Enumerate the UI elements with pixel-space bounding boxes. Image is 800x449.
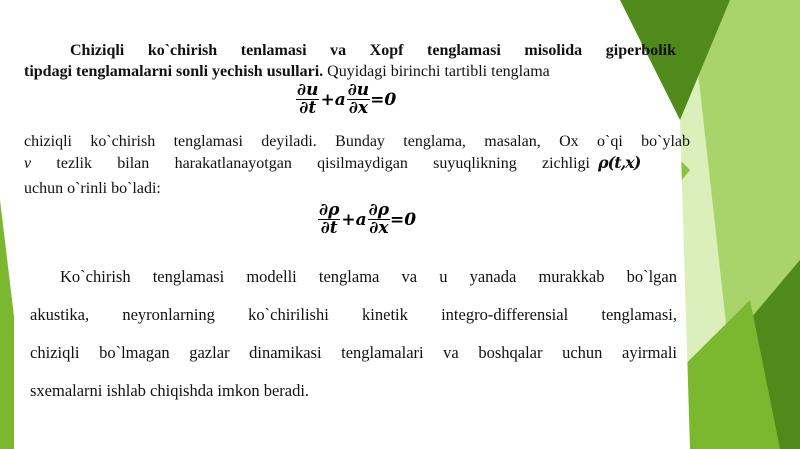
fraction-du-dx: $\frac{\partial u}{\partial x}$	[347, 80, 370, 118]
plus-a: +a	[320, 89, 346, 110]
equation-transport-u	[296, 82, 396, 117]
heading-rest: Quyidagi birinchi tartibli tenglama	[323, 63, 550, 80]
para2-line-1: Ko`chirish tenglamasi modelli tenglama va u yanada murakkab bo`lgan	[60, 267, 677, 286]
equals-zero: =0	[390, 209, 417, 230]
para1-line-3: uchun o`rinli bo`ladi:	[24, 180, 161, 197]
para1-line-1: chiziqli ko`chirish tenglamasi deyiladi. Bunday tenglama, masalan, Ox o`qi bo`ylab	[24, 133, 690, 150]
equals-zero: =0	[370, 89, 397, 110]
para1-line-2: v tezlik bilan harakatlanayotgan qisilmaydigan suyuqlikning zichligi	[24, 155, 590, 172]
equation-transport-rho	[318, 202, 416, 237]
plus-a: +a	[341, 209, 367, 230]
para2-line-3: chiziqli bo`lmagan gazlar dinamikasi tenglamalari va boshqalar uchun ayirmali	[30, 343, 677, 362]
fraction-drho-dx: $\frac{\partial\rho}{\partial x}$	[368, 200, 390, 238]
heading-line-2	[24, 61, 684, 82]
para2-line-4: sxemalarni ishlab chiqishda imkon beradi.	[30, 381, 310, 400]
para2-line-2: akustika, neyronlarning ko`chirilishi kinetik integro-differensial tenglamasi,	[30, 305, 677, 324]
fraction-drho-dt: $\frac{\partial\rho}{\partial t}$	[319, 200, 340, 238]
fraction-du-dt: $\frac{\partial u}{\partial t}$	[297, 80, 319, 118]
velocity-symbol: v	[24, 155, 32, 172]
heading-line-1	[24, 40, 676, 61]
heading-bold-2: tipdagi tenglamalarni sonli yechish usullari.	[24, 63, 324, 80]
density-expression: ρ(t,x)	[598, 153, 641, 172]
heading-bold-1: Chiziqli ko`chirish tenlamasi va Xopf tenglamasi misolida giperbolik	[70, 42, 676, 59]
